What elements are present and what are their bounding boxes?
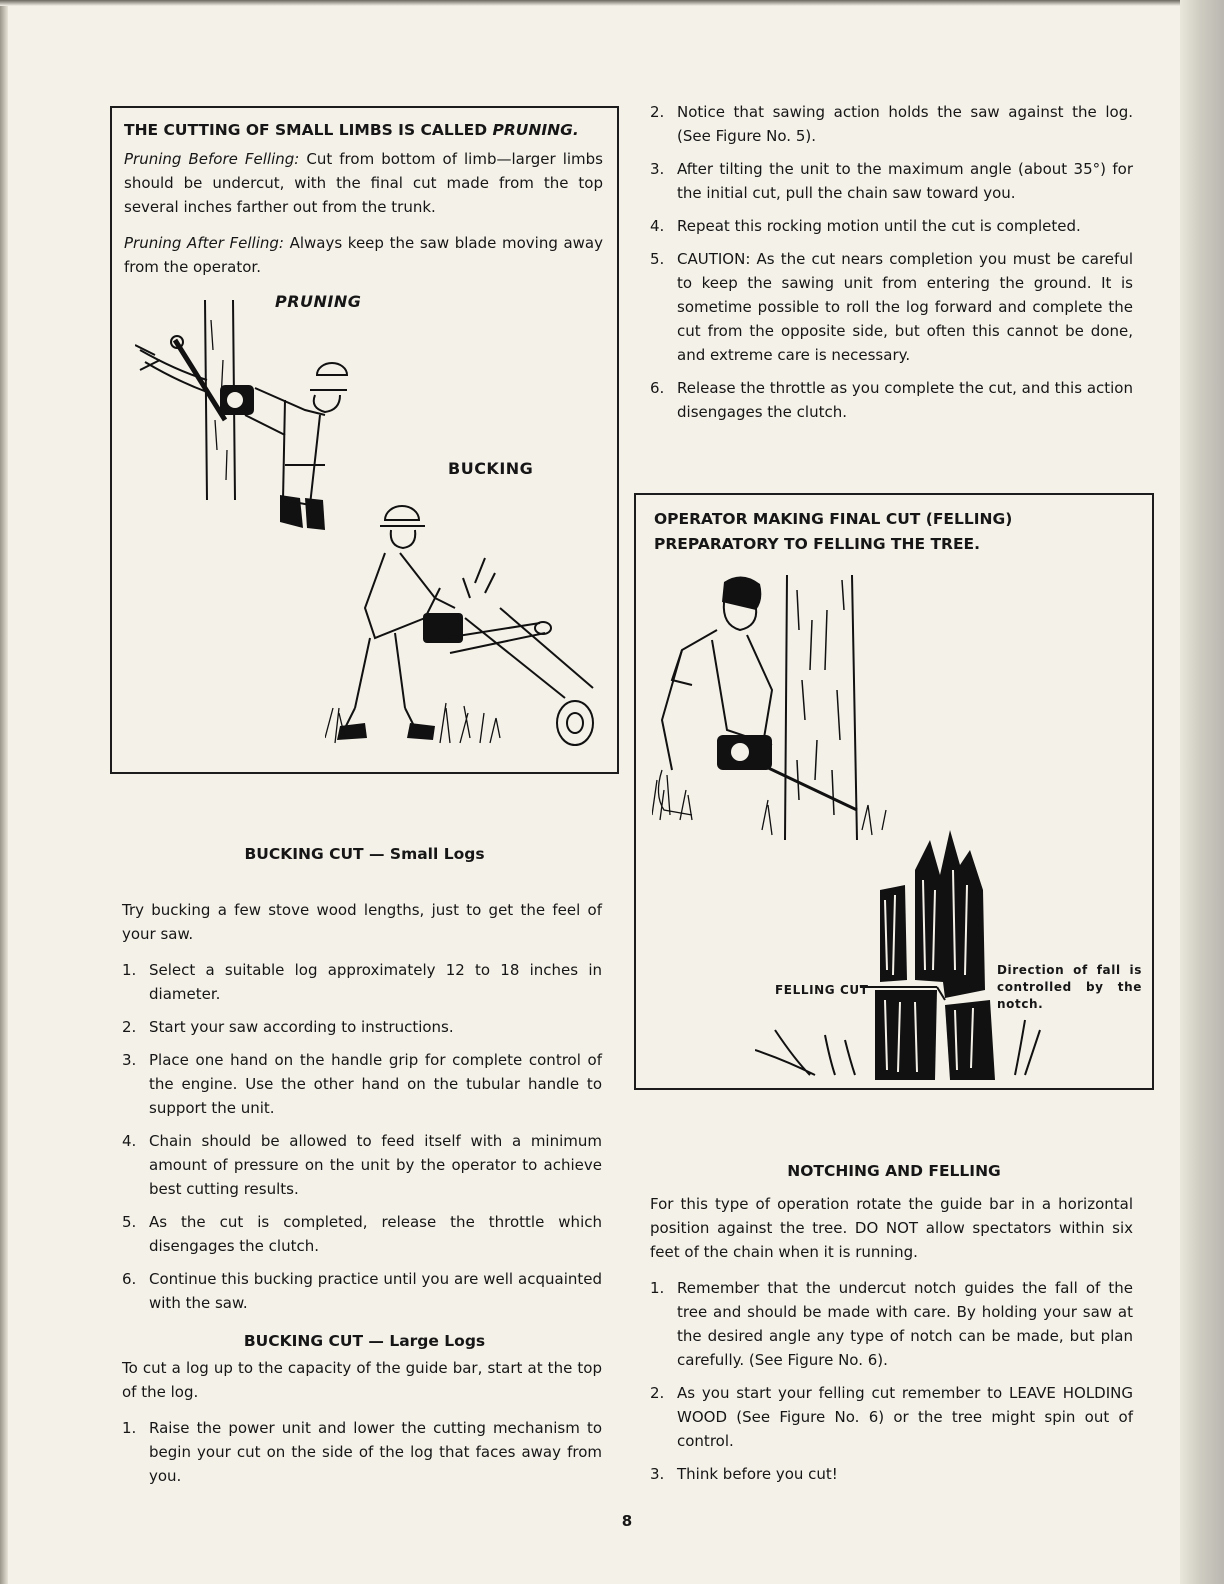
bucking-small-heading: BUCKING CUT — Small Logs — [244, 845, 485, 863]
list-item: 1. Select a suitable log approximately 12 to 18 inches in diameter. — [122, 961, 602, 1003]
felling-cut-label: FELLING CUT — [775, 983, 869, 997]
list-item: 2. Notice that sawing action holds the saw against the log. (See Figure No. 5). — [650, 103, 1133, 145]
page-number: 8 — [621, 1512, 633, 1530]
list-item: 5. CAUTION: As the cut nears completion you must be careful to keep the sawing unit from entering the ground. It is sometime possible to roll the log forward and complete the cut from the opposite side, but often this cannot be done, and extreme care is necessary. — [650, 250, 1133, 364]
notching-section — [650, 1192, 1133, 1495]
bucking-small-list — [122, 958, 602, 1315]
man-pruning-tree-with-chainsaw-icon — [135, 300, 355, 535]
pruning-box-title: THE CUTTING OF SMALL LIMBS IS CALLED PRUNING. — [124, 121, 579, 139]
bucking-large-section — [122, 1356, 602, 1497]
list-item: 1. Remember that the undercut notch guides the fall of the tree and should be made with care. By holding your saw at the desired angle any type of notch can be made, but plan carefully. (See Figure No. 6). — [650, 1279, 1133, 1369]
bucking-label: BUCKING — [448, 459, 534, 478]
bucking-small-section — [122, 898, 602, 1324]
list-item: 3. Place one hand on the handle grip for complete control of the engine. Use the other hand on the tubular handle to support the unit. — [122, 1051, 602, 1117]
notching-heading: NOTCHING AND FELLING — [787, 1162, 1001, 1180]
bucking-large-intro: To cut a log up to the capacity of the guide bar, start at the top of the log. — [122, 1359, 602, 1401]
list-item: 2. As you start your felling cut remember to LEAVE HOLDING WOOD (See Figure No. 6) or the tree might spin out of control. — [650, 1384, 1133, 1450]
list-item: 2. Start your saw according to instructions. — [122, 1018, 454, 1036]
pruning-after-paragraph: Pruning After Felling: Always keep the saw blade moving away from the operator. — [124, 234, 604, 276]
pruning-label: PRUNING — [275, 292, 362, 311]
list-item: 3. After tilting the unit to the maximum angle (about 35°) for the initial cut, pull the chain saw toward you. — [650, 160, 1133, 202]
list-item: 4. Repeat this rocking motion until the cut is completed. — [650, 217, 1081, 235]
page-edge-right — [1180, 0, 1224, 1584]
continued-list — [650, 100, 1133, 424]
list-item: 6. Continue this bucking practice until you are well acquainted with the saw. — [122, 1270, 602, 1312]
bucking-large-list — [122, 1416, 602, 1488]
tree-stump-notch-diagram-icon — [755, 830, 1055, 1080]
bucking-large-steps-continued — [650, 100, 1133, 433]
page-edge-left — [0, 0, 8, 1584]
notching-list — [650, 1276, 1133, 1486]
notching-intro: For this type of operation rotate the guide bar in a horizontal position against the tree. DO NOT allow spectators within six feet of the chain when it is running. — [650, 1195, 1133, 1261]
list-item: 5. As the cut is completed, release the throttle which disengages the clutch. — [122, 1213, 602, 1255]
man-bucking-log-with-chainsaw-icon — [325, 498, 595, 753]
felling-box-title: OPERATOR MAKING FINAL CUT (FELLING) PREPARATORY TO FELLING THE TREE. — [654, 510, 1013, 553]
list-item: 6. Release the throttle as you complete the cut, and this action disengages the clutch. — [650, 379, 1133, 421]
list-item: 3. Think before you cut! — [650, 1465, 838, 1483]
list-item: 4. Chain should be allowed to feed itself with a minimum amount of pressure on the unit by the operator to achieve best cutting results. — [122, 1132, 602, 1198]
direction-of-fall-label: Direction of fall is controlled by the notch. — [997, 963, 1142, 1011]
page-edge-top — [0, 0, 1180, 6]
pruning-before-paragraph: Pruning Before Felling: Cut from bottom of limb—larger limbs should be undercut, with the final cut made from the top several inches farther out from the trunk. — [124, 150, 603, 216]
list-item: 1. Raise the power unit and lower the cutting mechanism to begin your cut on the side of the log that faces away from you. — [122, 1419, 602, 1485]
bucking-small-intro: Try bucking a few stove wood lengths, just to get the feel of your saw. — [122, 901, 602, 943]
bucking-large-heading: BUCKING CUT — Large Logs — [243, 1332, 486, 1350]
man-felling-tree-with-chainsaw-icon — [652, 570, 892, 870]
